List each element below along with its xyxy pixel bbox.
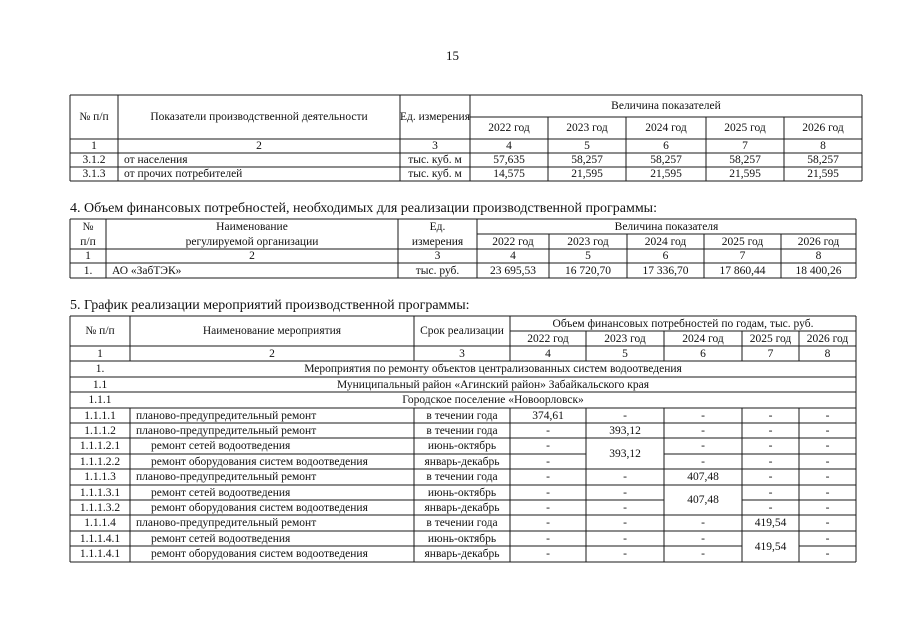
t1-row-value: 57,635 (493, 154, 525, 166)
t2-header-year: 2026 год (797, 235, 840, 248)
t1-row-num: 3.1.3 (82, 168, 106, 180)
t3-row-value: - (825, 517, 830, 529)
t3-row-name: ремонт оборудования систем водоотведения (151, 548, 368, 560)
t3-row-value: - (623, 532, 627, 545)
t3-row-name: ремонт оборудования систем водоотведения (151, 455, 368, 468)
t3-row-value: - (546, 424, 550, 437)
t3-row-value: - (623, 409, 627, 422)
t3-index-cell: 4 (545, 347, 551, 360)
t1-header-indicator: Показатели производственной деятельности (150, 111, 368, 123)
t3-header-year: 2023 год (604, 332, 646, 345)
t3-index-cell: 7 (767, 347, 774, 360)
t3-row-value: - (701, 517, 705, 529)
t1-row-value: 21,595 (807, 168, 839, 180)
t2-header-org-line1: Наименование (216, 220, 288, 233)
t3-row-value: - (825, 471, 830, 483)
t1-row-value: 21,595 (650, 168, 682, 180)
t3-row-num: 1.1.1.3 (84, 471, 116, 483)
t3-row-num: 1.1.1.2.1 (79, 440, 121, 452)
t1-row-unit: тыс. куб. м (408, 154, 462, 166)
t3-row-num: 1.1.1.4.1 (79, 532, 121, 545)
t3-header-name: Наименование мероприятия (202, 325, 342, 337)
t3-row-value: 407,48 (687, 471, 719, 483)
t3-span-row-text: Мероприятия по ремонту объектов централизованных систем водоотведения (304, 363, 682, 375)
t3-row-name: ремонт сетей водоотведения (151, 532, 291, 545)
t3-header-year: 2025 год (749, 332, 792, 345)
t1-index-cell: 4 (506, 140, 512, 152)
t2-index-cell: 8 (815, 250, 822, 262)
t3-row-value: - (701, 455, 705, 468)
t3-row-name: ремонт сетей водоотведения (151, 440, 291, 452)
t3-row-value: - (825, 501, 830, 514)
t3-row-value: 393,12 (609, 424, 641, 437)
t3-index-cell: 8 (824, 347, 831, 360)
t3-row-name: планово-предупредительный ремонт (136, 409, 317, 422)
t3-row-term: июнь-октябрь (427, 440, 497, 452)
t3-row-value: - (825, 548, 830, 560)
t1-row-name: от населения (124, 154, 188, 166)
t1-row-value: 14,575 (493, 168, 525, 180)
t3-header-year: 2022 год (527, 332, 569, 345)
t3-row-value: - (623, 517, 627, 529)
t2-row-value: 23 695,53 (490, 264, 536, 277)
t3-merged-value-2023: 393,12 (609, 447, 641, 460)
t2-header-num-line2: п/п (80, 235, 96, 248)
t2-index-cell: 5 (585, 250, 591, 262)
t2-header-year: 2025 год (721, 235, 764, 248)
t2-row-value: 18 400,26 (795, 264, 842, 277)
t3-row-value: - (701, 548, 705, 560)
t3-row-num: 1.1.1.3.1 (79, 486, 121, 499)
t1-index-cell: 2 (256, 140, 262, 152)
t2-index-cell: 4 (510, 250, 516, 262)
t2-index-cell: 1 (85, 250, 91, 262)
t3-row-value: - (825, 486, 830, 499)
section5-heading: 5. График реализации мероприятий производственной программы: (70, 298, 470, 313)
t3-row-num: 1.1.1.3.2 (79, 501, 121, 514)
t1-row-name: от прочих потребителей (124, 168, 243, 180)
t3-row-value: 374,61 (532, 409, 564, 422)
t3-index-cell: 3 (459, 347, 465, 360)
t1-index-cell: 3 (432, 140, 438, 152)
t3-header-values-group: Объем финансовых потребностей по годам, тыс. руб. (552, 317, 814, 330)
t3-row-value: - (546, 501, 550, 514)
t2-index-cell: 6 (662, 250, 669, 262)
t3-index-cell: 5 (622, 347, 628, 360)
t3-row-value: - (623, 486, 627, 499)
t3-row-name: ремонт сетей водоотведения (151, 486, 291, 499)
t1-index-cell: 1 (91, 140, 97, 152)
t3-row-value: - (768, 501, 773, 514)
t3-row-value: - (768, 409, 773, 422)
t1-header-year: 2022 год (488, 122, 530, 134)
t3-row-num: 1.1.1.2.2 (79, 455, 121, 468)
t3-row-num: 1.1.1.1 (84, 409, 116, 422)
t3-row-term: январь-декабрь (424, 455, 500, 468)
t3-index-cell: 1 (97, 347, 103, 360)
t2-header-year: 2024 год (644, 235, 687, 248)
t3-row-value: - (825, 455, 830, 468)
t3-row-term: январь-декабрь (424, 501, 500, 514)
t3-row-num: 1.1.1.4 (84, 517, 116, 529)
t3-row-value: - (623, 501, 627, 514)
t3-row-term: июнь-октябрь (427, 532, 497, 545)
t3-row-num: 1.1.1.4.1 (79, 548, 121, 560)
t2-index-cell: 2 (249, 250, 255, 262)
t3-row-value: - (546, 532, 550, 545)
t1-header-year: 2026 год (802, 122, 844, 134)
t3-header-term: Срок реализации (420, 325, 504, 337)
t3-row-value: - (546, 548, 550, 560)
t3-row-value: - (768, 440, 773, 452)
t2-header-year: 2022 год (492, 235, 534, 248)
t3-header-year: 2024 год (682, 332, 724, 345)
t2-index-cell: 7 (739, 250, 746, 262)
t1-index-cell: 5 (584, 140, 590, 152)
t3-row-value: - (701, 440, 705, 452)
t3-row-term: в течении года (426, 424, 498, 437)
t2-header-values-group: Величина показателя (614, 220, 719, 233)
t3-row-value: - (546, 486, 550, 499)
t1-index-cell: 8 (820, 140, 826, 152)
t3-row-value: - (546, 440, 550, 452)
t3-row-name: планово-предупредительный ремонт (136, 517, 317, 529)
t3-row-value: 419,54 (754, 517, 787, 529)
t2-header-unit-line2: измерения (411, 235, 464, 248)
t3-merged-value-2025: 419,54 (754, 540, 787, 553)
t3-span-row-num: 1.1.1 (88, 394, 112, 406)
t2-header-year: 2023 год (567, 235, 609, 248)
t1-header-unit: Ед. измерения (400, 111, 470, 123)
t1-row-unit: тыс. куб. м (408, 168, 462, 180)
t1-index-cell: 7 (742, 140, 748, 152)
t3-row-term: в течении года (426, 409, 498, 422)
t3-row-value: - (701, 424, 705, 437)
t3-row-name: планово-предупредительный ремонт (136, 424, 317, 437)
t3-row-value: - (825, 424, 830, 437)
t3-row-value: - (825, 532, 830, 545)
t3-header-year: 2026 год (806, 332, 849, 345)
t3-row-num: 1.1.1.2 (84, 424, 116, 437)
t3-row-value: - (623, 471, 627, 483)
t1-row-num: 3.1.2 (82, 154, 106, 166)
t1-row-value: 21,595 (729, 168, 761, 180)
t3-row-value: - (825, 440, 830, 452)
t1-row-value: 58,257 (650, 154, 682, 166)
t3-row-value: - (701, 532, 705, 545)
t2-row-value: 16 720,70 (565, 264, 611, 277)
t3-row-name: планово-предупредительный ремонт (136, 471, 317, 483)
t1-header-num: № п/п (79, 111, 109, 123)
t3-index-cell: 6 (700, 347, 706, 360)
t3-row-term: в течении года (426, 517, 498, 529)
t3-row-value: - (701, 409, 705, 422)
t3-row-value: - (546, 517, 550, 529)
t3-header-num: № п/п (85, 325, 115, 337)
t2-row-value: 17 860,44 (719, 264, 766, 277)
t3-row-value: - (768, 471, 773, 483)
t1-header-year: 2025 год (724, 122, 766, 134)
t3-row-value: - (768, 424, 773, 437)
t3-merged-value-2024: 407,48 (687, 494, 719, 506)
t3-row-value: - (825, 409, 830, 422)
t2-header-num-line1: № (82, 220, 94, 233)
t1-row-value: 58,257 (729, 154, 761, 166)
t3-row-value: - (768, 486, 773, 499)
t2-row-org-name: АО «ЗабТЭК» (112, 264, 182, 277)
t1-row-value: 21,595 (571, 168, 603, 180)
t3-span-row-text: Муниципальный район «Агинский район» Забайкальского края (336, 378, 650, 391)
t3-row-value: - (546, 455, 550, 468)
t3-index-cell: 2 (269, 347, 275, 360)
section4-heading: 4. Объем финансовых потребностей, необходимых для реализации производственной программы: (70, 201, 657, 216)
t3-row-term: январь-декабрь (424, 548, 500, 560)
t3-row-term: июнь-октябрь (427, 486, 497, 499)
t3-span-row-num: 1. (95, 363, 105, 375)
t1-header-year: 2023 год (566, 122, 608, 134)
t1-header-year: 2024 год (645, 122, 687, 134)
t3-row-term: в течении года (426, 471, 498, 483)
t2-row-unit: тыс. руб. (415, 264, 460, 277)
t3-row-value: - (546, 471, 550, 483)
t2-header-unit-line1: Ед. (429, 220, 446, 233)
t1-header-values-group: Величина показателей (611, 100, 721, 112)
t3-row-value: - (623, 548, 627, 560)
t3-row-name: ремонт оборудования систем водоотведения (151, 501, 368, 514)
t2-row-value: 17 336,70 (642, 264, 689, 277)
t3-span-row-num: 1.1 (92, 378, 108, 391)
t1-row-value: 58,257 (571, 154, 603, 166)
t3-span-row-text: Городское поселение «Новоорловск» (402, 394, 584, 406)
t2-index-cell: 3 (434, 250, 441, 262)
t2-header-org-line2: регулируемой организации (185, 235, 319, 248)
t3-row-value: - (768, 455, 773, 468)
t1-index-cell: 6 (663, 140, 669, 152)
page-number: 15 (446, 48, 459, 63)
t1-row-value: 58,257 (807, 154, 839, 166)
t2-row-num: 1. (83, 264, 93, 277)
